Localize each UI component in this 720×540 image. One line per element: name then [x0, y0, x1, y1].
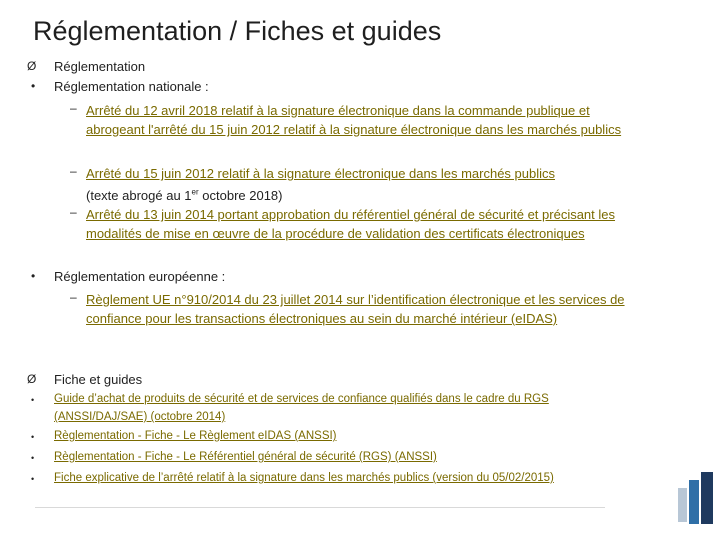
link-arrete-2012[interactable]: Arrêté du 15 juin 2012 relatif à la signature électronique dans les marchés publics [86, 166, 555, 181]
bullet-icon: • [31, 395, 35, 405]
dash-icon: – [70, 101, 77, 115]
bullet-icon: • [31, 269, 36, 283]
footer-divider [35, 507, 605, 508]
bullet-icon: • [31, 474, 35, 484]
europeenne-item-1 [86, 290, 651, 328]
nationale-item-3 [86, 205, 651, 243]
nationale-item-2 [86, 164, 651, 205]
bullet-icon: • [31, 432, 35, 442]
link-arrete-2018[interactable]: Arrêté du 12 avril 2018 relatif à la signature électronique dans la commande publique et abrogeant l'arrêté du 15 juin 2012 relatif à la signature électronique dans les marchés publics [86, 103, 622, 137]
logo-bar-dark [701, 472, 713, 524]
dash-icon: – [70, 290, 77, 304]
guide-item-3 [54, 448, 437, 466]
arrow-bullet-icon: Ø [27, 372, 37, 386]
nationale-label: Réglementation nationale : [54, 79, 209, 94]
bullet-icon: • [31, 79, 36, 93]
link-guide-achat[interactable]: Guide d’achat de produits de sécurité et de services de confiance qualifiés dans le cadre du RGS (ANSSI/DAJ/SAE) (octobre 2014) [54, 393, 549, 423]
link-eidas-regulation[interactable]: Règlement UE n°910/2014 du 23 juillet 2014 sur l’identification électronique et les services de confiance pour les transactions électroniques au sein du marché intérieur (eIDAS) [86, 292, 625, 326]
guide-item-1 [54, 390, 614, 426]
link-fiche-eidas[interactable]: Règlementation - Fiche - Le Règlement eIDAS (ANSSI) [54, 430, 337, 442]
dash-icon: – [70, 205, 77, 219]
dash-icon: – [70, 164, 77, 178]
guide-item-4 [54, 469, 554, 487]
section-heading-reglementation: Réglementation [54, 59, 146, 74]
link-arrete-2014[interactable]: Arrêté du 13 juin 2014 portant approbation du référentiel général de sécurité et précisant les modalités de mise en œuvre de la procédure de validation des certificats électroniques [86, 207, 616, 241]
link-fiche-rgs[interactable]: Règlementation - Fiche - Le Référentiel général de sécurité (RGS) (ANSSI) [54, 451, 437, 463]
abrogation-note: (texte abrogé au 1er octobre 2018) [86, 188, 283, 204]
bullet-icon: • [31, 453, 35, 463]
logo-bar-light [678, 488, 687, 522]
section-heading-guides: Fiche et guides [54, 372, 143, 387]
arrow-bullet-icon: Ø [27, 59, 37, 73]
europeenne-label: Réglementation européenne : [54, 269, 226, 284]
guide-item-2 [54, 427, 337, 445]
link-fiche-explicative[interactable]: Fiche explicative de l’arrêté relatif à la signature dans les marchés publics (version du 05/02/2015) [54, 472, 554, 484]
nationale-item-1 [86, 101, 651, 139]
logo-bar-mid [689, 480, 699, 524]
page-title: Réglementation / Fiches et guides [33, 16, 442, 46]
brand-logo-icon [676, 470, 716, 526]
